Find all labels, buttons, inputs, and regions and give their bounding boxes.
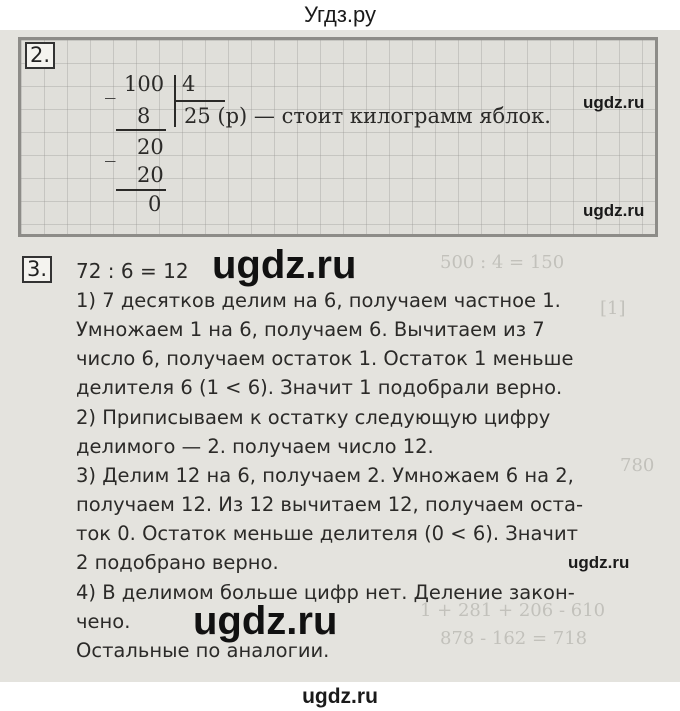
text-line: 2) Приписываем к остатку следующую цифру [76,406,551,429]
quotient-line [175,100,225,102]
bleed-through: 500 : 4 = 150 [440,252,565,273]
text-line: 3) Делим 12 на 6, получаем 2. Умножаем 6 на 2, [76,464,574,487]
final-remainder: 0 [148,192,162,216]
text-line: получаем 12. Из 12 вычитаем 12, получаем оста- [76,493,583,516]
quotient-text: 25 (р) — стоит килограмм яблок. [184,104,551,128]
text-line: делителя 6 (1 < 6). Значит 1 подобрали верно. [76,376,563,399]
divisor: 4 [182,72,196,96]
task3-number: 3. [22,256,52,283]
header-title: Угдз.ру [303,2,377,27]
remainder-1: 20 [137,135,164,159]
watermark: ugdz.ru [568,553,630,572]
task3-equation: 72 : 6 = 12 [76,259,189,283]
minus-sign: _ [105,138,116,162]
site-footer [0,682,680,711]
text-line: число 6, получаем остаток 1. Остаток 1 меньше [76,347,574,370]
bleed-through: 878 - 162 = 718 [440,628,588,649]
watermark: ugdz.ru [583,93,645,112]
text-line: делимого — 2. получаем число 12. [76,435,434,458]
text-line: Остальные по аналогии. [76,639,330,662]
bleed-through: [1] [600,298,626,319]
subtrahend-1: 8 [137,104,151,128]
watermark-large: ugdz.ru [212,243,357,287]
text-line: чено. [76,610,131,633]
footer-title: ugdz.ru [302,685,378,708]
text-line: 2 подобрано верно. [76,551,279,574]
task2-grid [18,37,658,237]
text-line: 4) В делимом больше цифр нет. Деление закон- [76,581,575,604]
dividend: 100 [124,72,165,96]
text-line: Умножаем 1 на 6, получаем 6. Вычитаем из 7 [76,318,545,341]
underline-1 [116,129,166,131]
underline-2 [116,189,166,191]
bleed-through: 1 + 281 + 206 - 610 [420,600,606,621]
bleed-through: 780 [620,455,655,476]
subtrahend-2: 20 [137,163,164,187]
text-line: 1) 7 десятков делим на 6, получаем частное 1. [76,289,561,312]
task2-number: 2. [25,42,55,69]
site-header [0,0,680,30]
watermark: ugdz.ru [583,201,645,220]
text-line: ток 0. Остаток меньше делителя (0 < 6). Значит [76,522,578,545]
minus-sign: _ [105,75,116,99]
watermark-large: ugdz.ru [193,599,338,643]
